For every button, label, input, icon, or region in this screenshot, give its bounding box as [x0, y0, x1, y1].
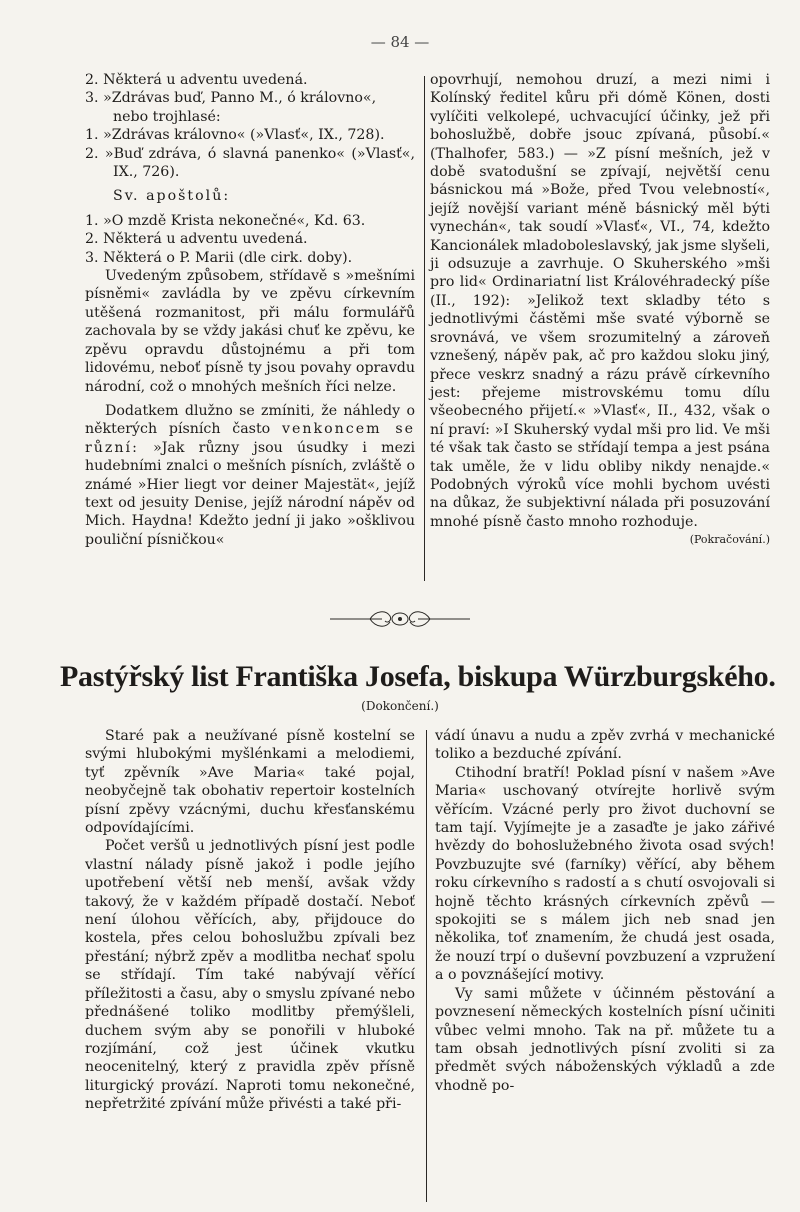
list-item: 3. »Zdrávas buď, Panno M., ó královno«, nebo trojhlasé: — [85, 90, 377, 125]
top-left-column — [85, 71, 415, 549]
paragraph: Vy sami můžete v účinném pěstování a povznesení německých kostelních písní učiniti vůbec velmi mnoho. Tak na př. můžete tu a tam obsah jednotlivých písní zvoliti si za předmět svých náboženských výkladů a zde vhodně po- — [435, 985, 775, 1094]
list-item: 2. Některá u adventu uvedená. — [85, 72, 308, 88]
paragraph: vádí únavu a nudu a zpěv zvrhá v mechanické toliko a bezduché zpívání. — [435, 728, 775, 763]
paragraph: opovrhují, nemohou druzí, a mezi nimi i Kolínský ředitel kůru při dómě Könen, dosti vylíčiti velkolepé, uchvacující účinky, jež při bohoslužbě, dobře jsouc zpívaná, působí.« (Thalhofer, 583.) — »Z písní mešních, jež v době svatodušní se zpívají, největší cenu básnickou má »Bože, před Tvou velebností«, jejíž novější variant méně básnický měl býti vynechán«, tak soudí »Vlasť«, VI., 74, kdežto Kancionálek mladoboleslavský, jak jsme slyšeli, ji odsuzuje a zavrhuje. O Skuherského »mši pro lid« Ordinariatní list Královéhradecký píše (II., 192): »Jelikož text skladby této s jednotlivými částěmi mše svaté výborně se srovnává, ve všem srozumitelný a zároveň vznešený, nápěv pak, ač pro každou sloku jiný, přece veskrz snadný a rázu právě církevního jest: přejeme mistrovskému tomu dílu všeobecného přijetí.« »Vlasť«, II., 432, však o ní praví: »I Skuherský vydal mši pro lid. Ve mši té však tak často se střídají tempa a jest psána tak uměle, že v lidu obliby nikdy nenajde.« Podobných výroků více mohli bychom uvésti na důkaz, že subjektivní nálada při posuzování mnohé písně často mnoho rozhoduje. — [430, 72, 770, 530]
list-item: 2. »Buď zdráva, ó slavná panenko« (»Vlasť«, IX., 726). — [85, 145, 415, 181]
section-heading: Sv. apoštolů: — [113, 188, 231, 205]
continued-note: (Pokračování.) — [689, 533, 770, 547]
paragraph: Ctihodní bratří! Poklad písní v našem »Ave Maria« uschovaný otvírejte horlivě svým věřícím. Vzácné perly pro život duchovní se tam tají. Vyjímejte je a zasaďte je jako zářivé hvězdy do bohoslužebného života osad svých! Povzbuzujte své (farníky) věřící, aby během roku církevního s radostí a s chutí osvojovali si hojně těchto krásných církevních zpěvů — spokojiti se s málem jich neb snad jen několika, toť znamením, že chudá jest osada, že nouzí trpí o duševní povzbuzení a vzpružení a o povznášející motivy. — [435, 764, 775, 984]
paragraph: Uvedeným způsobem, střídavě s »mešními písněmi« zavládla by ve zpěvu církevním utěšená rozmanitost, při málu formulářů zachovala by se vždy jakási chuť ke zpěvu, ke zpěvu opravdu důstojnému a při tom lidovému, neboť písně ty jsou povahy opravdu národní, což o mnohých mešních říci nelze. — [85, 268, 415, 395]
column-divider — [424, 76, 425, 581]
column-divider — [426, 730, 427, 1202]
top-right-column — [430, 71, 770, 550]
paragraph: Staré pak a neužívané písně kostelní se svými hlubokými myšlénkami a melodiemi, tyť zpěvník »Ave Maria« také pojal, neobyčejně tak obohativ repertoir kostelních písní zpěvy vzácnými, duchu křesťanskému odpovídajícími. — [85, 728, 415, 837]
bottom-left-column — [85, 727, 415, 1114]
list-item: 3. Některá o P. Marii (dle cirk. doby). — [85, 249, 353, 266]
article-title: Pastýřský list Františka Josefa, biskupa Würzburgského. — [60, 660, 776, 693]
paragraph: Dodatkem dlužno se zmíniti, že náhledy o některých písních často venkoncem se různí: »Jak různy jsou úsudky i mezi hudebními znalci o mešních písních, zvláště o známé »Hier liegt vor deiner Majestät«, jejíž text od jesuity Denise, jejíž národní nápěv od Mich. Haydna! Kdežto jední ji jako »ošklivou pouliční písničkou« — [85, 402, 415, 548]
list-item: 1. »O mzdě Krista nekonečné«, Kd. 63. — [85, 212, 366, 229]
article-subtitle: (Dokončení.) — [361, 699, 439, 713]
paragraph: Počet veršů u jednotlivých písní jest podle vlastní nálady písně jakož i podle jejího upotřebení větší neb menší, avšak vždy takový, že v každém případě dostačí. Neboť není úlohou věřících, aby, přijdouce do kostela, přes celou bohoslužbu zpívali bez přestání; nýbrž zpěv a modlitba nechať spolu se střídají. Tím také nabývají věřící příležitosti a času, aby o smyslu zpívané nebo přednášené toliko modlitby přemýšleli, duchem svým aby se ponořili v hluboké rozjímání, což jest účinek vkutku neocenitelný, který z pravidla zpěv přísně liturgický provází. Naproti tomu nekonečné, nepřetržité zpívání může přivésti a také při- — [85, 838, 415, 1113]
ornament-divider — [330, 606, 470, 632]
page-number: — 84 — — [370, 33, 430, 51]
list-item: 1. »Zdrávas královno« (»Vlasť«, IX., 728). — [85, 127, 385, 144]
bottom-right-column — [435, 727, 775, 1095]
list-item: 2. Některá u adventu uvedená. — [85, 231, 308, 248]
